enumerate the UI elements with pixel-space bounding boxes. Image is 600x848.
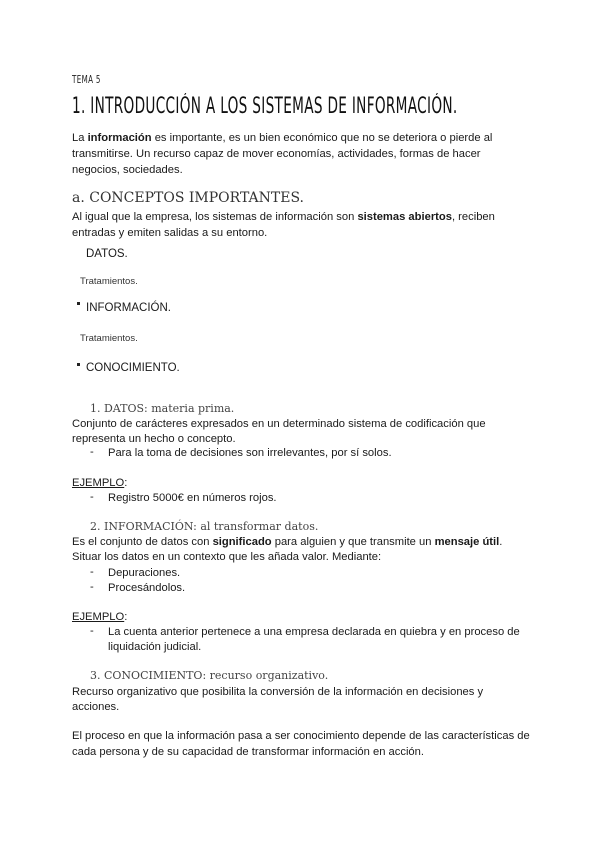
diagram-informacion: INFORMACIÓN. — [86, 302, 171, 314]
subheading-datos: 1. DATOS: materia prima. — [90, 402, 235, 415]
diagram-bullet-marker — [77, 302, 80, 305]
diagram-bullet-marker — [77, 363, 80, 366]
intro-line-1: La información es importante, es un bien económico que no se deteriora o pierde al — [72, 132, 493, 144]
intro-line-2: transmitirse. Un recurso capaz de mover economías, actividades, formas de hacer — [72, 148, 481, 160]
dash-bullet: - — [90, 625, 94, 637]
topic-label: TEMA 5 — [72, 73, 101, 86]
subheading-informacion: 2. INFORMACIÓN: al transformar datos. — [90, 520, 319, 533]
s3-line-4: cada persona y de su capacidad de transformar información en acción. — [72, 746, 424, 758]
diagram-datos: DATOS. — [86, 248, 128, 260]
diagram-tratamientos-2: Tratamientos. — [80, 333, 138, 344]
subheading-conocimiento: 3. CONOCIMIENTO: recurso organizativo. — [90, 669, 329, 682]
page-title: 1. INTRODUCCIÓN A LOS SISTEMAS DE INFORMACIÓN. — [72, 94, 458, 119]
dash-bullet: - — [90, 566, 94, 578]
s1-line-2: representa un hecho o concepto. — [72, 433, 236, 445]
s3-line-2: acciones. — [72, 701, 120, 713]
diagram-tratamientos-1: Tratamientos. — [80, 276, 138, 287]
s1-bullet-1: Para la toma de decisiones son irrelevantes, por sí solos. — [108, 447, 392, 459]
s1-ejemplo-label: EJEMPLO: — [72, 477, 128, 489]
s2-ejemplo-label: EJEMPLO: — [72, 611, 128, 623]
s1-example-1: Registro 5000€ en números rojos. — [108, 492, 277, 504]
intro-line-3: negocios, sociedades. — [72, 164, 183, 176]
dash-bullet: - — [90, 581, 94, 593]
s2-bullet-2: Procesándolos. — [108, 582, 186, 594]
s3-line-1: Recurso organizativo que posibilita la conversión de la información en decisiones y — [72, 686, 484, 698]
s1-line-1: Conjunto de carácteres expresados en un determinado sistema de codificación que — [72, 418, 486, 430]
section-a-line-2: entradas y emiten salidas a su entorno. — [72, 227, 268, 239]
dash-bullet: - — [90, 446, 94, 458]
s2-line-1: Es el conjunto de datos con significado para alguien y que transmite un mensaje útil. — [72, 536, 503, 548]
section-heading-concepts: a. CONCEPTOS IMPORTANTES. — [72, 190, 304, 206]
s3-line-3: El proceso en que la información pasa a ser conocimiento depende de las características de — [72, 730, 530, 742]
section-a-line-1: Al igual que la empresa, los sistemas de información son sistemas abiertos, reciben — [72, 211, 495, 223]
dash-bullet: - — [90, 491, 94, 503]
s2-example-line-1: La cuenta anterior pertenece a una empresa declarada en quiebra y en proceso de — [108, 626, 520, 638]
diagram-conocimiento: CONOCIMIENTO. — [86, 362, 180, 374]
s2-bullet-1: Depuraciones. — [108, 567, 181, 579]
s2-example-line-2: liquidación judicial. — [108, 641, 202, 653]
s2-line-2: Situar los datos en un contexto que les añada valor. Mediante: — [72, 551, 382, 563]
